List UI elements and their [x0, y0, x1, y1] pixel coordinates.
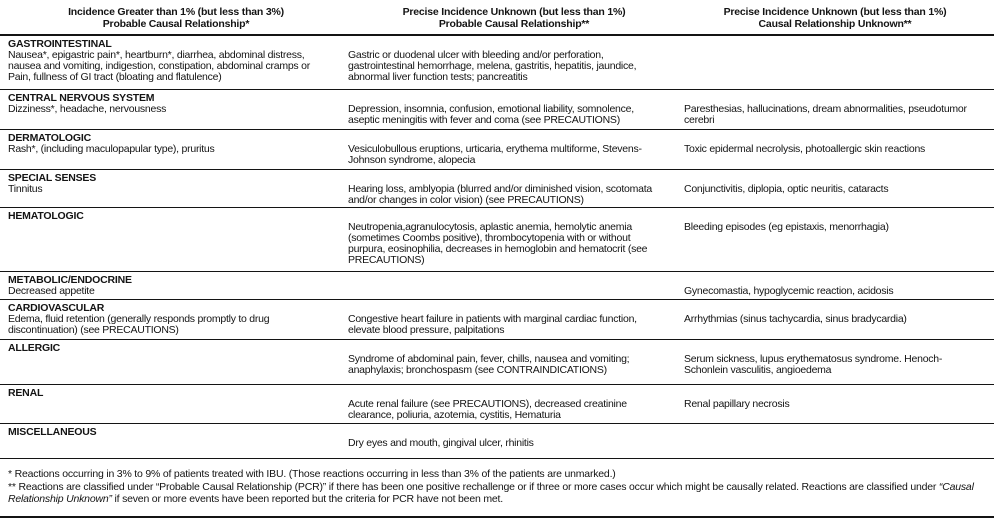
cell-incidence-gt1	[8, 93, 348, 129]
reactions-text: Congestive heart failure in patients with marginal cardiac function, elevate blood pressure, palpitations	[348, 313, 637, 336]
table-header-row	[0, 0, 994, 36]
reactions-text: Arrhythmias (sinus tachycardia, sinus bradycardia)	[684, 313, 907, 325]
reactions-text	[684, 39, 972, 50]
column-header-line2: Probable Causal Relationship**	[438, 17, 590, 30]
cell-unknown-cru	[684, 388, 988, 423]
table-row	[0, 272, 994, 300]
cell-unknown-pcr	[348, 388, 684, 423]
cell-unknown-cru	[684, 211, 988, 271]
column-header-unknown-cru	[682, 7, 988, 34]
reactions-text: Gastric or duodenal ulcer with bleeding and/or perforation, gastrointestinal hemorrhage, melena, gastritis, hepatitis, jaundice, abnormal liver function tests; pancreatitis	[348, 49, 637, 83]
body-system-heading: RENAL	[8, 387, 44, 399]
table-row	[0, 170, 994, 208]
reactions-text: Edema, fluid retention (generally responds promptly to drug discontinuation) (see PRECAUTIONS)	[8, 313, 270, 336]
footnote-text: if seven or more events have been reported but the criteria for PCR have not been met.	[111, 493, 503, 505]
footnotes	[0, 459, 994, 518]
cell-unknown-pcr	[348, 427, 684, 458]
cell-unknown-cru	[684, 343, 988, 384]
body-system-heading: DERMATOLOGIC	[8, 132, 91, 144]
cell-unknown-pcr	[348, 173, 684, 207]
reactions-text: Nausea*, epigastric pain*, heartburn*, diarrhea, abdominal distress, nausea and vomiting, indigestion, constipation, abdominal cramps or Pain, fullness of GI tract (bloating and flatulence)	[8, 49, 310, 83]
reactions-text: Vesiculobullous eruptions, urticaria, erythema multiforme, Stevens-Johnson syndrome, alopecia	[348, 143, 642, 166]
cell-incidence-gt1	[8, 427, 348, 458]
column-header-line1: Precise Incidence Unknown (but less than 1%)	[402, 6, 626, 18]
cell-incidence-gt1	[8, 39, 348, 89]
reactions-text: Dizziness*, headache, nervousness	[8, 103, 167, 115]
reactions-text: Tinnitus	[8, 183, 43, 195]
footnote-double-asterisk	[8, 481, 986, 506]
cell-unknown-pcr	[348, 93, 684, 129]
column-header-unknown-pcr	[346, 7, 682, 34]
cell-incidence-gt1	[8, 303, 348, 339]
cell-unknown-cru	[684, 133, 988, 169]
table-row	[0, 208, 994, 272]
table-row	[0, 300, 994, 340]
reactions-text: Syndrome of abdominal pain, fever, chills, nausea and vomiting; anaphylaxis; bronchospasm (see CONTRAINDICATIONS)	[348, 353, 630, 376]
body-system-heading: HEMATOLOGIC	[8, 210, 84, 222]
table-row	[0, 130, 994, 170]
cell-unknown-cru	[684, 39, 988, 89]
cell-incidence-gt1	[8, 275, 348, 299]
body-system-heading: SPECIAL SENSES	[8, 172, 97, 184]
footnote-italic-phrase: “Causal Relationship Unknown”	[8, 480, 974, 505]
cell-unknown-pcr	[348, 211, 684, 271]
reactions-text	[684, 427, 972, 438]
column-header-line2: Probable Causal Relationship*	[102, 17, 250, 30]
cell-incidence-gt1	[8, 343, 348, 384]
reactions-text: Gynecomastia, hypoglycemic reaction, acidosis	[684, 285, 894, 297]
body-system-heading: ALLERGIC	[8, 342, 61, 354]
column-header-line1: Incidence Greater than 1% (but less than 3%)	[68, 6, 284, 18]
table-row	[0, 90, 994, 130]
reactions-text: Acute renal failure (see PRECAUTIONS), decreased creatinine clearance, poliuria, azotemia, cystitis, Hematuria	[348, 398, 627, 421]
cell-unknown-cru	[684, 173, 988, 207]
body-system-heading: CENTRAL NERVOUS SYSTEM	[8, 92, 155, 104]
reactions-text: Conjunctivitis, diplopia, optic neuritis, cataracts	[684, 183, 889, 195]
body-system-heading: METABOLIC/ENDOCRINE	[8, 274, 132, 286]
cell-unknown-pcr	[348, 303, 684, 339]
table-row	[0, 340, 994, 385]
reactions-text: Paresthesias, hallucinations, dream abnormalities, pseudotumor cerebri	[684, 103, 967, 126]
cell-unknown-pcr	[348, 343, 684, 384]
reactions-text: Neutropenia,agranulocytosis, aplastic anemia, hemolytic anemia (sometimes Coombs positive), thrombocytopenia with or without purpura, eosinophilia, decreases in hemoglobin and hematocrit (see PRECAUTIONS)	[348, 221, 648, 266]
reactions-text: Decreased appetite	[8, 285, 95, 297]
cell-unknown-cru	[684, 275, 988, 299]
reactions-text: Serum sickness, lupus erythematosus syndrome. Henoch-Schonlein vasculitis, angioedema	[684, 353, 943, 376]
table-row	[0, 385, 994, 424]
reactions-text: Rash*, (including maculopapular type), pruritus	[8, 143, 215, 155]
table-row	[0, 424, 994, 459]
cell-unknown-cru	[684, 427, 988, 458]
cell-unknown-pcr	[348, 275, 684, 299]
column-header-incidence-gt1	[6, 7, 346, 34]
table-row	[0, 36, 994, 90]
reactions-text: Depression, insomnia, confusion, emotional liability, somnolence, aseptic meningitis with fever and coma (see PRECAUTIONS)	[348, 103, 634, 126]
reactions-text: Renal papillary necrosis	[684, 398, 790, 410]
body-system-heading: GASTROINTESTINAL	[8, 38, 112, 50]
cell-unknown-pcr	[348, 39, 684, 89]
cell-incidence-gt1	[8, 133, 348, 169]
cell-incidence-gt1	[8, 211, 348, 271]
body-system-heading: CARDIOVASCULAR	[8, 302, 105, 314]
footnote-text: ** Reactions are classified under “Probable Causal Relationship (PCR)” if there has been one positive rechallenge or if three or more cases occur which might be causally related. Reactions are classified under	[8, 480, 939, 493]
reactions-text: Dry eyes and mouth, gingival ulcer, rhinitis	[348, 437, 534, 449]
column-header-line2: Causal Relationship Unknown**	[758, 17, 912, 30]
cell-incidence-gt1	[8, 388, 348, 423]
footnote-asterisk: * Reactions occurring in 3% to 9% of patients treated with IBU. (Those reactions occurring in less than 3% of the patients are unmarked.)	[8, 468, 616, 480]
reactions-text: Toxic epidermal necrolysis, photoallergic skin reactions	[684, 143, 926, 155]
reactions-text	[348, 275, 668, 286]
cell-unknown-pcr	[348, 133, 684, 169]
column-header-line1: Precise Incidence Unknown (but less than 1%)	[723, 6, 947, 18]
table-body	[0, 36, 994, 459]
cell-incidence-gt1	[8, 173, 348, 207]
reactions-text: Bleeding episodes (eg epistaxis, menorrhagia)	[684, 221, 889, 233]
cell-unknown-cru	[684, 303, 988, 339]
body-system-heading: MISCELLANEOUS	[8, 426, 97, 438]
reactions-text: Hearing loss, amblyopia (blurred and/or diminished vision, scotomata and/or changes in color vision) (see PRECAUTIONS)	[348, 183, 652, 206]
cell-unknown-cru	[684, 93, 988, 129]
